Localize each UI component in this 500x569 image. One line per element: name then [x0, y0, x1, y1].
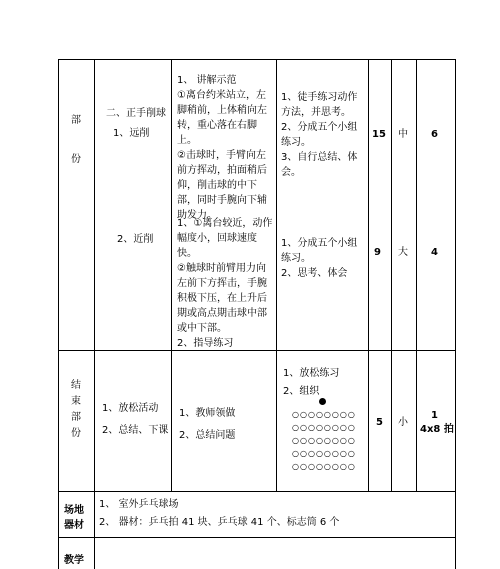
text-line: 前方挥动，拍面稍后	[177, 165, 267, 176]
text-line: 期或高点期击球中部	[177, 308, 267, 319]
count-end: 5	[376, 417, 383, 428]
text-line: 1、分成五个小组	[281, 238, 358, 249]
text-line: 积极下压，在上升后	[177, 293, 267, 304]
text-line: 或中下部。	[177, 323, 227, 334]
formation-row: ○○○○○○○○	[292, 410, 356, 419]
text-line: 1、 讲解示范	[177, 75, 237, 86]
col-divider-venue	[94, 491, 95, 569]
part-label-char-1: 部	[71, 115, 81, 126]
col-divider-2	[171, 59, 172, 491]
technique-near-chop: 2、近削	[117, 234, 154, 245]
formation-row: ○○○○○○○○	[292, 436, 356, 445]
time-far: 6	[431, 129, 438, 140]
venue-line-1: 1、 室外乒乓球场	[99, 499, 179, 510]
text-line: 练习。	[281, 253, 311, 264]
row-divider-end	[58, 350, 455, 351]
table-border-top	[58, 59, 455, 60]
formation-row: ○○○○○○○○	[292, 462, 356, 471]
formation-row: ○○○○○○○○	[292, 423, 356, 432]
end-teacher-1: 1、教师领做	[179, 408, 236, 419]
end-part-char-1: 结	[71, 380, 81, 391]
end-part-char-2: 束	[71, 396, 81, 407]
text-line: 2、指导练习	[177, 338, 234, 349]
col-divider-3	[276, 59, 277, 491]
col-divider-1	[94, 59, 95, 491]
text-line: 部，同时手腕向下辅	[177, 195, 267, 206]
intensity-end: 小	[398, 417, 408, 428]
formation-row: ○○○○○○○○	[292, 449, 356, 458]
text-line: 2、分成五个小组	[281, 122, 358, 133]
intensity-near: 大	[398, 247, 408, 258]
text-line: 转，重心落在右脚	[177, 120, 257, 131]
end-student-1: 1、放松练习	[283, 368, 340, 379]
time-end-2: 4x8 拍	[420, 424, 454, 435]
end-student-2: 2、组织	[283, 386, 320, 397]
text-line: 练习。	[281, 137, 311, 148]
text-line: 助发力。	[177, 210, 217, 221]
table-border-left	[58, 59, 59, 569]
venue-label-1: 场地	[64, 505, 84, 516]
time-end-1: 1	[431, 410, 438, 421]
col-divider-6	[416, 59, 417, 491]
venue-line-2: 2、 器材：乒乓拍 41 块、乒乓球 41 个、标志筒 6 个	[99, 517, 340, 528]
text-line: 2、思考、体会	[281, 268, 348, 279]
part-label-char-2: 份	[71, 154, 81, 165]
table-border-right	[455, 59, 456, 569]
row-divider-bottom	[58, 537, 455, 538]
col-divider-4	[368, 59, 369, 491]
intensity-far: 中	[398, 129, 408, 140]
text-line: 幅度小，回球速度	[177, 233, 257, 244]
end-part-char-3: 部	[71, 412, 81, 423]
technique-title: 二、正手削球	[106, 108, 166, 119]
text-line: 会。	[281, 167, 301, 178]
count-near: 9	[374, 247, 381, 258]
end-teacher-2: 2、总结问题	[179, 430, 236, 441]
text-line: 脚稍前，上体稍向左	[177, 105, 267, 116]
time-near: 4	[431, 247, 438, 258]
text-line: 方法，并思考。	[281, 107, 351, 118]
text-line: 仰，削击球的中下	[177, 180, 257, 191]
venue-label-2: 器材	[64, 520, 84, 531]
text-line: 1、①离台较近，动作	[177, 218, 273, 229]
text-line: 快。	[177, 248, 197, 259]
teaching-label: 教学	[64, 555, 84, 566]
text-line: ②击球时，手臂向左	[177, 150, 266, 161]
end-content-2: 2、总结、下课	[102, 425, 169, 436]
text-line: ②触球时前臂用力向	[177, 263, 266, 274]
text-line: 上。	[177, 135, 197, 146]
col-divider-5	[391, 59, 392, 491]
row-divider-venue	[58, 491, 455, 492]
end-content-1: 1、放松活动	[102, 403, 159, 414]
technique-far-chop: 1、远削	[113, 128, 150, 139]
teacher-position-dot	[319, 398, 326, 405]
text-line: ①离台约米站立，左	[177, 90, 266, 101]
text-line: 1、徒手练习动作	[281, 92, 358, 103]
count-far: 15	[372, 129, 386, 140]
text-line: 左前下方挥击，手腕	[177, 278, 267, 289]
text-line: 3、自行总结、体	[281, 152, 358, 163]
end-part-char-4: 份	[71, 428, 81, 439]
